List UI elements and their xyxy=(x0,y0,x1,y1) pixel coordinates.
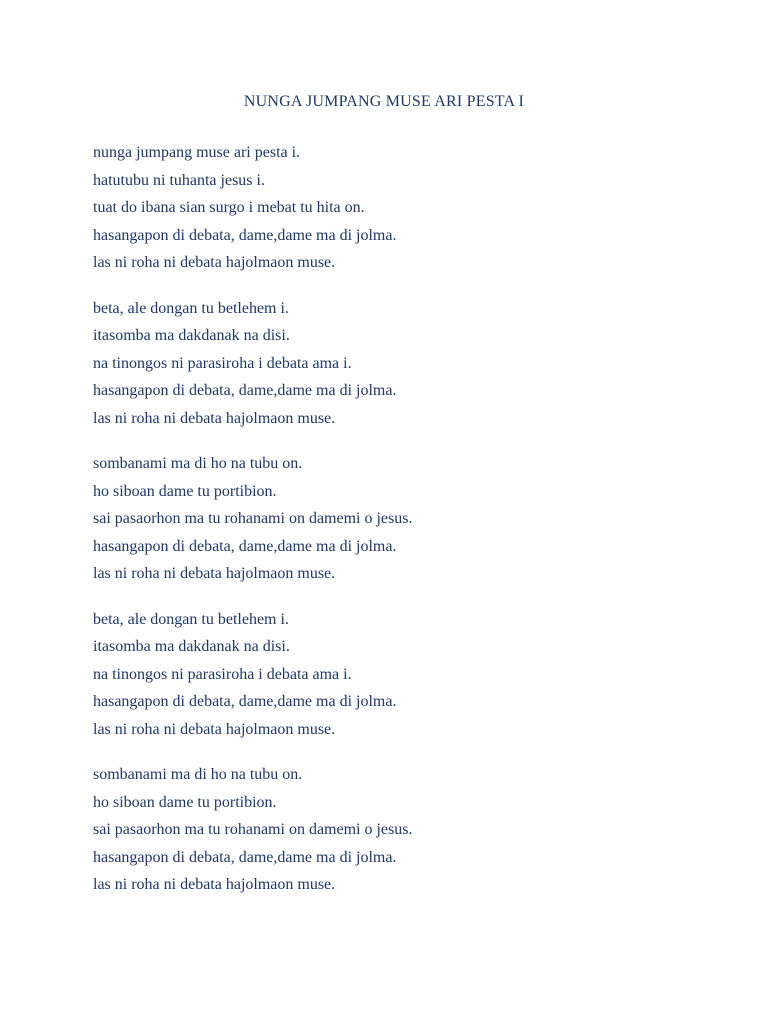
lyric-line: sai pasaorhon ma tu rohanami on damemi o jesus. xyxy=(93,821,413,838)
lyric-line: tuat do ibana sian surgo i mebat tu hita on. xyxy=(93,199,365,216)
lyric-line: hasangapon di debata, dame,dame ma di jolma. xyxy=(93,848,397,866)
lyric-line: na tinongos ni parasiroha i debata ama i. xyxy=(93,665,352,683)
lyric-line: hasangapon di debata, dame,dame ma di jolma. xyxy=(93,382,397,399)
lyric-line: las ni roha ni debata hajolmaon muse. xyxy=(93,876,336,893)
lyric-line: hasangapon di debata, dame,dame ma di jolma. xyxy=(93,693,397,710)
lyric-line: nunga jumpang muse ari pesta i. xyxy=(93,144,301,161)
stanza-2 xyxy=(93,295,713,433)
lyric-line: las ni roha ni debata hajolmaon muse. xyxy=(93,720,336,738)
lyric-line: hasangapon di debata, dame,dame ma di jolma. xyxy=(93,226,397,244)
lyric-line: hasangapon di debata, dame,dame ma di jolma. xyxy=(93,537,397,555)
stanza-4 xyxy=(93,606,713,744)
lyrics-body xyxy=(93,139,713,917)
lyric-line: las ni roha ni debata hajolmaon muse. xyxy=(93,254,336,271)
lyric-line: las ni roha ni debata hajolmaon muse. xyxy=(93,565,336,582)
stanza-3 xyxy=(93,450,713,588)
stanza-5 xyxy=(93,761,713,899)
lyric-line: sombanami ma di ho na tubu on. xyxy=(93,455,303,472)
lyric-line: hatutubu ni tuhanta jesus i. xyxy=(93,171,265,189)
lyric-line: itasomba ma dakdanak na disi. xyxy=(93,327,290,344)
lyric-line: itasomba ma dakdanak na disi. xyxy=(93,638,290,655)
stanza-1 xyxy=(93,139,713,277)
lyric-line: beta, ale dongan tu betlehem i. xyxy=(93,299,289,317)
lyric-line: beta, ale dongan tu betlehem i. xyxy=(93,610,289,628)
lyric-line: las ni roha ni debata hajolmaon muse. xyxy=(93,409,336,427)
lyric-line: sai pasaorhon ma tu rohanami on damemi o jesus. xyxy=(93,510,413,527)
lyric-line: ho siboan dame tu portibion. xyxy=(93,793,277,811)
lyric-line: na tinongos ni parasiroha i debata ama i. xyxy=(93,354,352,372)
song-title: NUNGA JUMPANG MUSE ARI PESTA I xyxy=(243,93,525,110)
lyric-line: ho siboan dame tu portibion. xyxy=(93,482,277,500)
lyric-line: sombanami ma di ho na tubu on. xyxy=(93,766,303,783)
